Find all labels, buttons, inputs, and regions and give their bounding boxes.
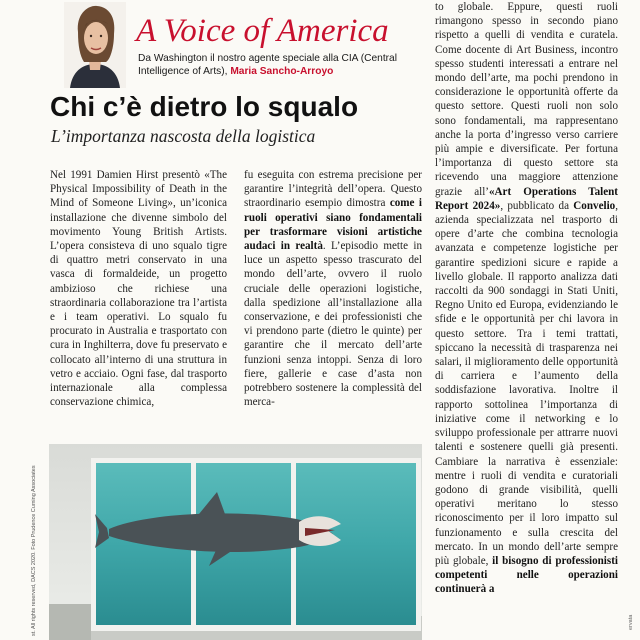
body-paragraph xyxy=(244,168,422,409)
body-text: fu eseguita con estrema precisione per garantire l’integrità dell’opera. Questo straordinario esempio dimostra xyxy=(244,169,422,210)
author-portrait xyxy=(64,2,126,88)
body-text: , pubblicato da xyxy=(500,199,574,212)
report-title: «Art Operations Talent Report 2024» xyxy=(435,185,619,212)
body-text: . L’episodio mette in luce un aspetto spesso trascurato del mondo dell’arte, ovvero il ruolo cruciale delle operazioni logistiche, dalla spedizione all’installazione alla conservazione, e dei professionisti che vi prendono parte (dietro le quinte) per garantire che il mercato dell’arte funzioni senza intoppi. Senza di loro fiere, gallerie e case d’asta non potrebbero sostenere la complessità del merca- xyxy=(244,240,422,409)
body-text: , azienda specializzata nel trasporto di opere d’arte che combina tecnologia avanzata e competenze logistiche per garantire spedizioni sicure e rapide a livello globale. Il rapporto analizza dati raccolti da 900 sondaggi in Stati Uniti, Regno Unito ed Europa, evidenziando le sfide e le opportunità per chi lavora in questo settore. Tra i temi trattati, spiccano la necessità di trasparenza nei salari, il miglioramento delle opportunità di carriera e l’aumento della soddisfazione lavorativa. Inoltre il rapporto sottolinea l’importanza di iniziative come il networking e lo sviluppo professionale per attrarre nuovi talenti e sostenere quelli già presenti. Cambiare la narrativa è essenziale: mentre i ruoli di vendita e curatoriali godono di grande visibilità, quelli operativi meritano lo stesso riconoscimento per il loro impatto sul funzionamento e sulla crescita del mercato. In un mondo dell’arte sempre più globale, xyxy=(435,199,618,567)
article-subheadline: L’importanza nascosta della logistica xyxy=(51,126,316,146)
body-paragraph xyxy=(435,0,618,597)
photo-credit: st. All rights reserved, DACS 2020. Foto Prudence Cuming Associates xyxy=(31,465,37,636)
body-column-1 xyxy=(50,168,227,409)
body-highlight: il bisogno di professionisti competenti nelle operazioni continuerà a xyxy=(435,554,618,596)
company-name: Convelio xyxy=(573,199,616,212)
column-title: A Voice of America xyxy=(136,13,389,49)
article-headline: Chi c’è dietro lo squalo xyxy=(50,91,359,122)
body-column-3 xyxy=(435,0,618,597)
body-column-2 xyxy=(244,168,422,409)
body-highlight: come i ruoli operativi siano fondamentali per trasformare visioni artistiche audaci in realtà xyxy=(244,197,422,253)
edge-credit: ervata xyxy=(628,614,634,630)
body-text: to globale. Eppure, questi ruoli rimangono spesso in secondo piano rispetto a quelli di vendita e curatela. Come docente di Art Business, incontro spesso studenti interessati a entrare nel mondo dell’arte, ma pochi prendono in considerazione le opportunità offerte da questo settore. Questi ruoli non solo sono fondamentali, ma rappresentano anche la porta d’ingresso verso carriere più ampie e diversificate. Per fortuna l’importanza di questo settore sta ricevendo una maggiore attenzione grazie all’ xyxy=(435,1,618,198)
body-paragraph: Nel 1991 Damien Hirst presentò «The Physical Impossibility of Death in the Mind of Someone Living», un’iconica installazione che divenne simbolo del movimento Young British Artists. L’opera consisteva di uno squalo tigre di quattro metri conservato in una vasca di formaldeide, un progetto ambizioso che richiese una straordinaria collaborazione tra l’artista e i team operativi. Lo squalo fu procurato in Australia e trasportato con cura in Inghilterra, dove fu preservato e collocato all’interno di una struttura in vetro e acciaio. Ogni fase, dal trasporto internazionale alla complessa conservazione chimica, xyxy=(50,169,227,409)
column-subtitle-text: Da Washington il nostro agente speciale alla CIA (Central Intelligence of Arts), xyxy=(138,53,397,77)
author-name: Maria Sancho-Arroyo xyxy=(230,66,334,77)
column-subtitle xyxy=(138,52,422,78)
shark-installation-photo xyxy=(49,444,422,640)
